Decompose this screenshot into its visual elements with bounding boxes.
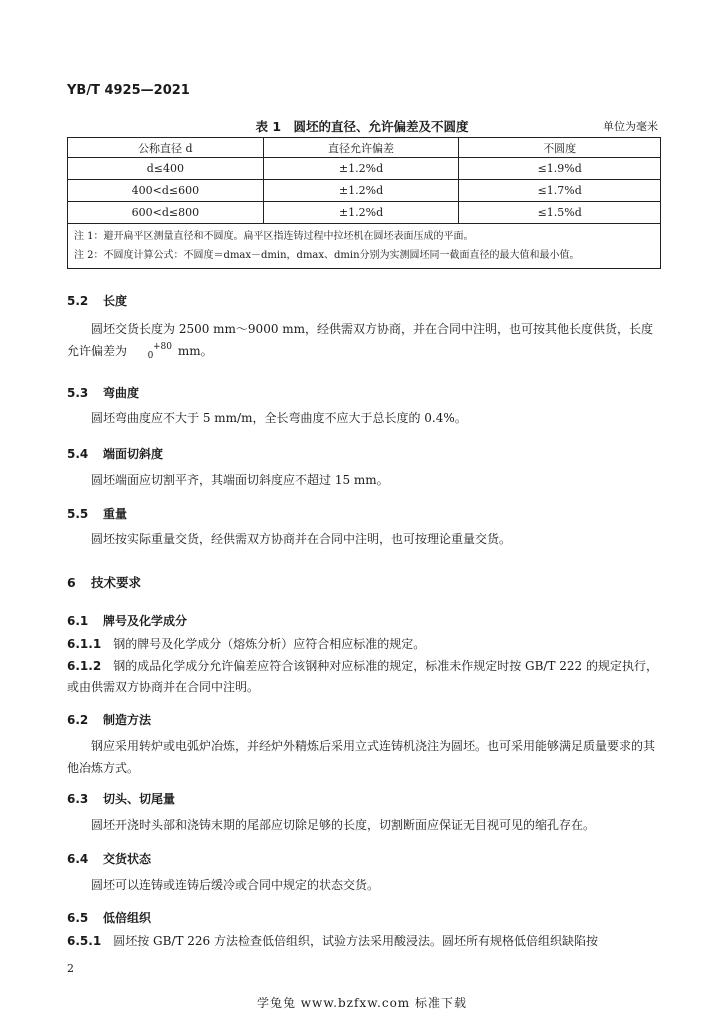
table-note-2: 注 2：不圆度计算公式：不圆度＝dmax－dmin，dmax、dmin分别为实测圆坯同一截面直径的最大值和最小值。 bbox=[74, 250, 580, 261]
section-6-1-1: 6.1.1 钢的牌号及化学成分（熔炼分析）应符合相应标准的规定。 bbox=[67, 637, 426, 651]
table-header-cell: 不圆度 bbox=[459, 138, 661, 158]
table-row bbox=[68, 158, 661, 180]
section-6-3-text: 圆坯开浇时头部和浇铸末期的尾部应切除足够的长度，切割断面应保证无目视可见的缩孔存在。 bbox=[91, 818, 596, 832]
section-5-5-text: 圆坯按实际重量交货，经供需双方协商并在合同中注明，也可按理论重量交货。 bbox=[91, 532, 512, 546]
footer-watermark: 学兔兔 www.bzfxw.com 标准下载 bbox=[256, 996, 468, 1010]
section-6-2-text: 钢应采用转炉或电弧炉冶炼，并经炉外精炼后采用立式连铸机浇注为圆坯。也可采用能够满足质量要求的其他冶炼方式。 bbox=[67, 739, 656, 775]
section-5-5-heading: 5.5 重量 bbox=[67, 507, 128, 521]
table-title: 表 1 圆坯的直径、允许偏差及不圆度 bbox=[255, 119, 469, 134]
table-cell: 400<d≤600 bbox=[68, 180, 264, 202]
page-number: 2 bbox=[67, 962, 74, 975]
section-5-3-text: 圆坯弯曲度应不大于 5 mm/m，全长弯曲度不应大于总长度的 0.4%。 bbox=[91, 411, 467, 425]
length-tolerance: +80 0 bbox=[147, 341, 173, 361]
table-cell: ±1.2%d bbox=[263, 202, 459, 224]
section-5-3-heading: 5.3 弯曲度 bbox=[67, 386, 140, 400]
table-cell: 600<d≤800 bbox=[68, 202, 264, 224]
section-6-5-1: 6.5.1 圆坯按 GB/T 226 方法检查低倍组织，试验方法采用酸浸法。圆坯所有规格低倍组织缺陷按 bbox=[67, 934, 598, 948]
table-notes bbox=[68, 224, 661, 269]
table-header-cell: 公称直径 d bbox=[68, 138, 264, 158]
table-unit: 单位为毫米 bbox=[603, 120, 658, 133]
section-6-1-heading: 6.1 牌号及化学成分 bbox=[67, 614, 188, 628]
table-row bbox=[68, 180, 661, 202]
table-cell: d≤400 bbox=[68, 158, 264, 180]
section-6-2-heading: 6.2 制造方法 bbox=[67, 713, 152, 727]
section-6-3-heading: 6.3 切头、切尾量 bbox=[67, 792, 176, 806]
section-6-1-2: 6.1.2 钢的成品化学成分允许偏差应符合该钢种对应标准的规定，标准未作规定时按 GB/T 222 的规定执行，或由供需双方协商并在合同中注明。 bbox=[67, 659, 658, 694]
table-cell: ≤1.5%d bbox=[459, 202, 661, 224]
section-5-2-text: 圆坯交货长度为 2500 mm～9000 mm，经供需双方协商，并在合同中注明，也可按其他长度供货，长度允许偏差为 +80 0 mm。 bbox=[67, 322, 654, 361]
table-cell: ±1.2%d bbox=[263, 158, 459, 180]
section-5-4-text: 圆坯端面应切割平齐，其端面切斜度应不超过 15 mm。 bbox=[91, 473, 389, 487]
section-6-4-heading: 6.4 交货状态 bbox=[67, 852, 152, 866]
table-note-1: 注 1：避开扁平区测量直径和不圆度。扁平区指连铸过程中拉坯机在圆坯表面压成的平面。 bbox=[74, 231, 474, 242]
diameter-tolerance-table bbox=[67, 137, 661, 269]
section-5-4-heading: 5.4 端面切斜度 bbox=[67, 447, 164, 461]
table-row bbox=[68, 202, 661, 224]
table-cell: ≤1.7%d bbox=[459, 180, 661, 202]
table-cell: ≤1.9%d bbox=[459, 158, 661, 180]
table-header-cell: 直径允许偏差 bbox=[263, 138, 459, 158]
section-6-5-heading: 6.5 低倍组织 bbox=[67, 911, 152, 925]
standard-code: YB/T 4925—2021 bbox=[67, 83, 190, 98]
section-5-2-heading: 5.2 长度 bbox=[67, 294, 128, 308]
table-cell: ±1.2%d bbox=[263, 180, 459, 202]
section-6-heading: 6 技术要求 bbox=[67, 575, 142, 590]
section-6-4-text: 圆坯可以连铸或连铸后缓冷或合同中规定的状态交货。 bbox=[91, 878, 380, 892]
